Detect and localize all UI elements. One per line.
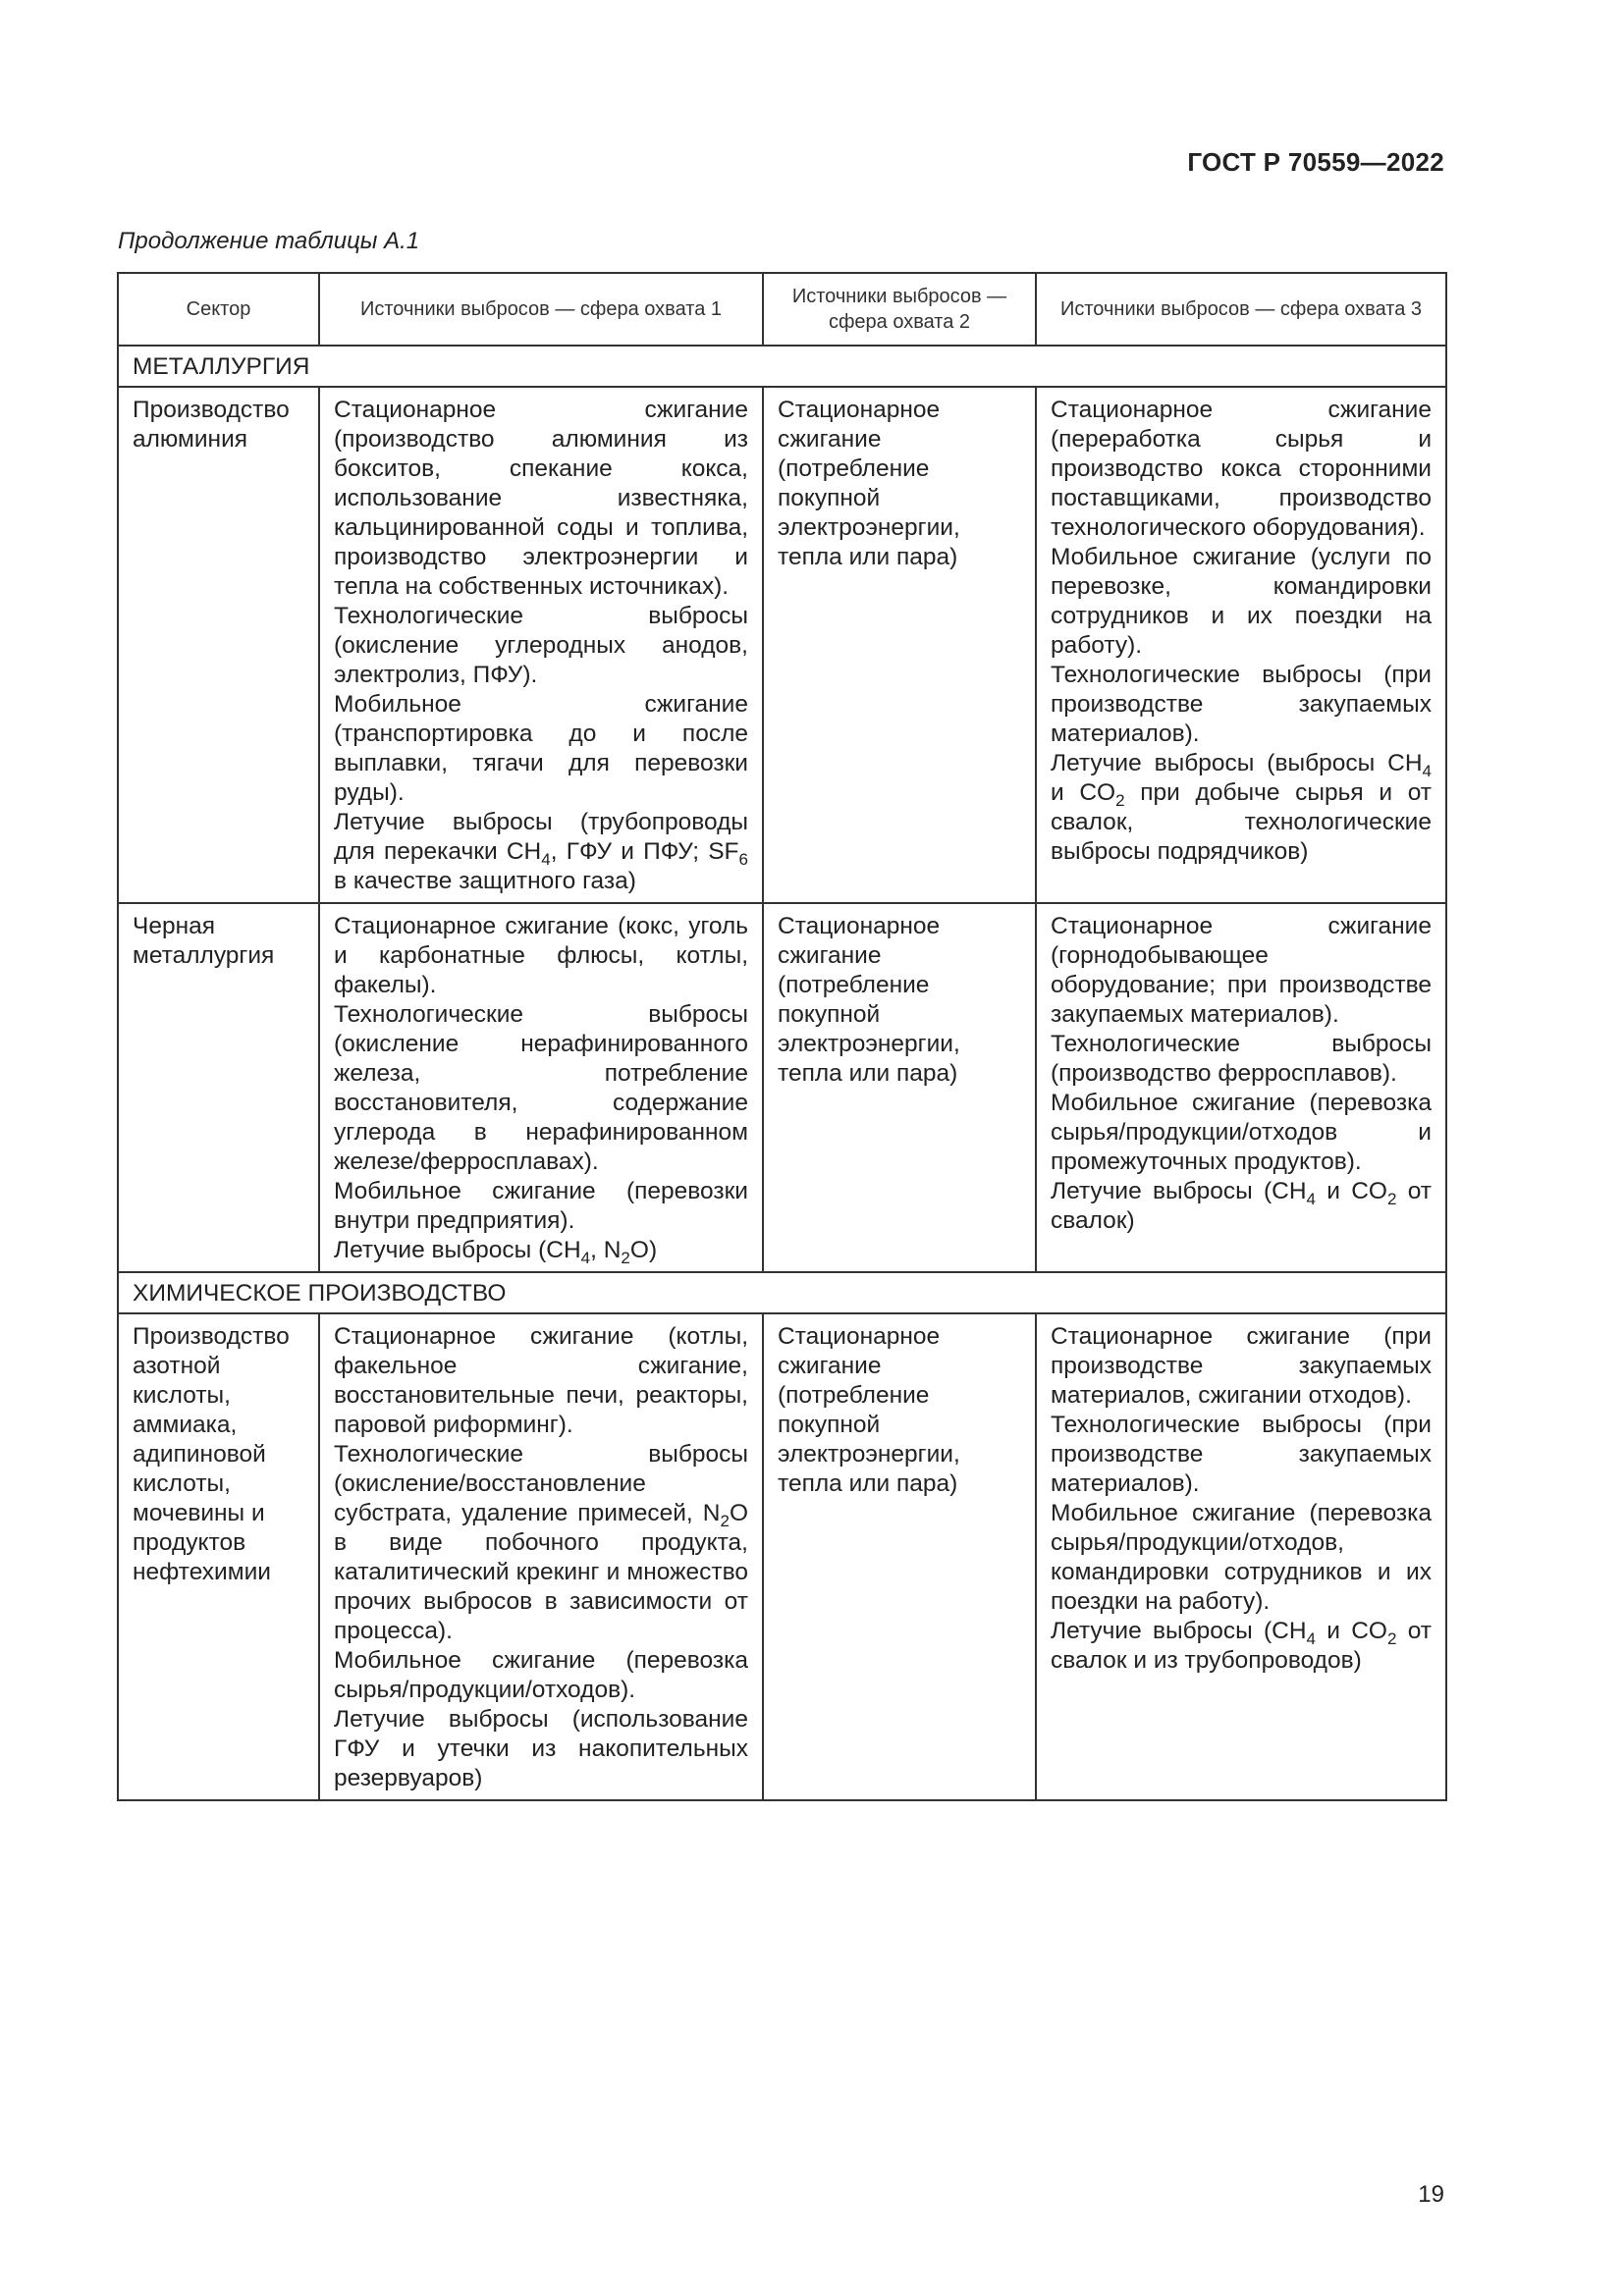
section-title: ХИМИЧЕСКОЕ ПРОИЗВОДСТВО (118, 1272, 1446, 1313)
emission-entry: Мобильное сжигание (транспортировка до и после выплавки, тягачи для перевозки руды). (334, 691, 748, 806)
col-header-scope-3: Источники выбросов — сфера охвата 3 (1036, 273, 1446, 346)
emission-entry: Технологические выбросы (при производстве закупаемых материалов). (1051, 662, 1432, 747)
emission-entry: Технологические выбросы (производство ферросплавов). (1051, 1031, 1432, 1087)
emission-entry: Летучие выбросы ($CH_4$ и $CO_2$ от свалок) (1051, 1178, 1432, 1234)
emission-entry: Стационарное сжигание (потребление покупной электроэнергии, тепла или пара) (778, 1323, 960, 1497)
emission-entry: Технологические выбросы (окисление углеродных анодов, электролиз, ПФУ). (334, 603, 748, 688)
emission-entry: Летучие выбросы ($CH_4$, $N_2O$) (334, 1237, 658, 1267)
emission-entry: Летучие выбросы (выбросы $CH_4$ и $CO_2$ при добыче сырья и от свалок, технологические выбросы подрядчиков) (1051, 750, 1433, 865)
emission-entry: Технологические выбросы (при производстве закупаемых материалов). (1051, 1412, 1432, 1497)
emission-entry: Технологические выбросы (окисление нерафинированного железа, потребление восстановителя, содержание углерода в нерафинированном железе/ферросплавах). (334, 1001, 748, 1175)
emission-entry: Мобильное сжигание (перевозка сырья/продукции/отходов, командировки сотрудников и их поездки на работу). (1051, 1500, 1432, 1615)
scope-2-cell (763, 387, 1036, 903)
emission-entry: Мобильное сжигание (перевозка сырья/продукции/отходов). (334, 1647, 748, 1703)
emission-entry: Летучие выбросы (трубопроводы для перекачки $CH_4$, ГФУ и ПФУ; $SF_6$ в качестве защитного газа) (334, 809, 748, 894)
scope-1-cell (319, 903, 763, 1272)
scope-3-cell (1036, 387, 1446, 903)
table-row (118, 1313, 1446, 1800)
emission-entry: Стационарное сжигание (переработка сырья и производство кокса сторонними поставщиками, производство технологического оборудования). (1051, 397, 1432, 541)
col-header-scope-1: Источники выбросов — сфера охвата 1 (319, 273, 763, 346)
emission-entry: Стационарное сжигание (производство алюминия из бокситов, спекание кокса, использование известняка, кальцинированной соды и топлива, производство электроэнергии и тепла на собственных источниках). (334, 397, 748, 600)
sector-cell: Производство алюминия (118, 387, 319, 903)
emission-entry: Летучие выбросы ($CH_4$ и $CO_2$ от свалок и из трубопроводов) (1051, 1618, 1432, 1674)
document-code: ГОСТ Р 70559—2022 (1187, 147, 1444, 177)
emission-entry: Стационарное сжигание (при производстве закупаемых материалов, сжигании отходов). (1051, 1323, 1432, 1409)
emission-entry: Мобильное сжигание (перевозка сырья/продукции/отходов и промежуточных продуктов). (1051, 1090, 1432, 1175)
section-title: МЕТАЛЛУРГИЯ (118, 346, 1446, 387)
section-row (118, 1272, 1446, 1313)
sector-cell: Черная металлургия (118, 903, 319, 1272)
emission-entry: Стационарное сжигание (кокс, уголь и карбонатные флюсы, котлы, факелы). (334, 913, 748, 998)
table-row (118, 387, 1446, 903)
scope-3-cell (1036, 1313, 1446, 1800)
emissions-table (117, 272, 1447, 1801)
scope-1-cell (319, 387, 763, 903)
scope-1-cell (319, 1313, 763, 1800)
col-header-scope-2: Источники выбросов — сфера охвата 2 (763, 273, 1036, 346)
sector-cell: Производство азотной кислоты, аммиака, адипиновой кислоты, мочевины и продуктов нефтехимии (118, 1313, 319, 1800)
scope-2-cell (763, 903, 1036, 1272)
table-row (118, 903, 1446, 1272)
table-body (118, 346, 1446, 1800)
emission-entry: Технологические выбросы (окисление/восстановление субстрата, удаление примесей, $N_2O$ в виде побочного продукта, каталитический крекинг и множество прочих выбросов в зависимости от процесса). (334, 1441, 748, 1644)
page-number: 19 (1418, 2181, 1444, 2208)
emission-entry: Стационарное сжигание (потребление покупной электроэнергии, тепла или пара) (778, 397, 960, 570)
emission-entry: Мобильное сжигание (перевозки внутри предприятия). (334, 1178, 748, 1234)
scope-3-cell (1036, 903, 1446, 1272)
table-caption: Продолжение таблицы А.1 (118, 228, 420, 254)
table-header-row (118, 273, 1446, 346)
emission-entry: Стационарное сжигание (горнодобывающее оборудование; при производстве закупаемых материалов). (1051, 913, 1432, 1028)
emission-entry: Мобильное сжигание (услуги по перевозке, командировки сотрудников и их поездки на работу). (1051, 544, 1432, 659)
col-header-sector: Сектор (118, 273, 319, 346)
emission-entry: Летучие выбросы (использование ГФУ и утечки из накопительных резервуаров) (334, 1706, 748, 1791)
emission-entry: Стационарное сжигание (потребление покупной электроэнергии, тепла или пара) (778, 913, 960, 1087)
section-row (118, 346, 1446, 387)
scope-2-cell (763, 1313, 1036, 1800)
emission-entry: Стационарное сжигание (котлы, факельное сжигание, восстановительные печи, реакторы, паровой риформинг). (334, 1323, 748, 1438)
